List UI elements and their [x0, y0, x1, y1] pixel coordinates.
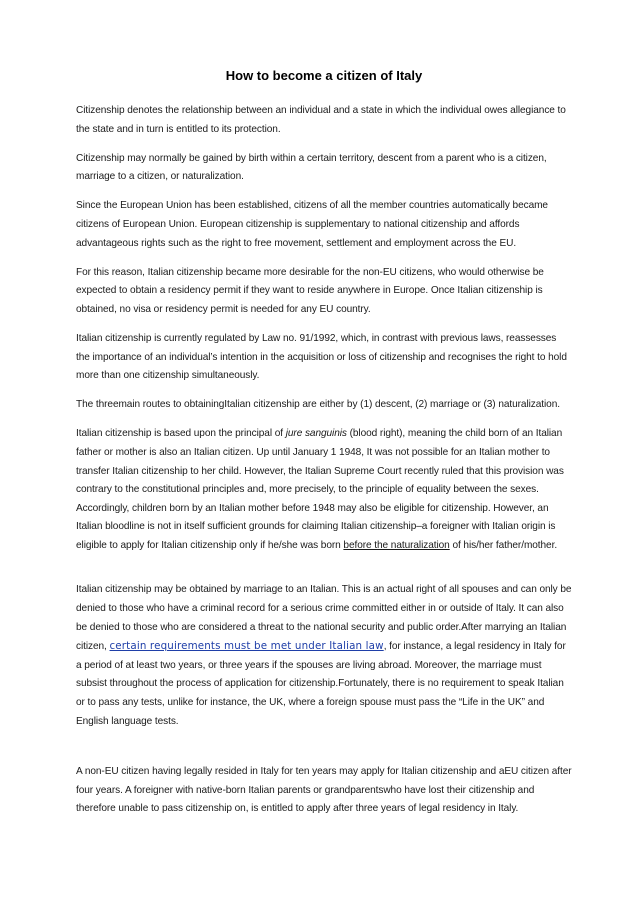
paragraph-desirability: For this reason, Italian citizenship became more desirable for the non-EU citizens, who would otherwise be expected to obtain a residency permit if they want to reside anywhere in Europe. Once Italian citizenship is obtained, no visa or residency permit is needed for any EU country.: [76, 266, 544, 315]
italian-law-requirements-link[interactable]: certain requirements must be met under Italian law: [109, 640, 384, 653]
before-naturalization-underlined: before the naturalization: [343, 539, 450, 551]
descent-text-end: of his/her father/mother.: [449, 539, 558, 551]
paragraph-naturalization: A non-EU citizen having legally resided in Italy for ten years may apply for Italian citizenship and aEU citizen after four years. A foreigner with native-born Italian parents or grandparentswho have lost their citizenship and therefore unable to pass citizenship on, is entitled to apply after three years of legal residency in Italy.: [76, 766, 572, 815]
paragraph-marriage: [76, 581, 572, 731]
paragraph-definition: Citizenship denotes the relationship between an individual and a state in which the individual owes allegiance to the state and in turn is entitled to its protection.: [76, 105, 566, 135]
paragraph-acquisition: Citizenship may normally be gained by birth within a certain territory, descent from a parent who is a citizen, marriage to a citizen, or naturalization.: [76, 152, 547, 183]
jure-sanguinis-term: jure sanguinis: [285, 428, 347, 440]
descent-text-start: Italian citizenship is based upon the principal of: [76, 428, 286, 440]
paragraph-european-union: Since the European Union has been established, citizens of all the member countries automatically became citizens of European Union. European citizenship is supplementary to national citizenship and affords advantageous rights such as the right to free movement, settlement and employment across the EU.: [76, 200, 548, 249]
paragraph-law: Italian citizenship is currently regulated by Law no. 91/1992, which, in contrast with previous laws, reassesses the importance of an individual’s intention in the acquisition or loss of citizenship and recognises the right to hold more than one citizenship simultaneously.: [76, 332, 567, 382]
paragraph-routes: The threemain routes to obtainingItalian citizenship are either by (1) descent, (2) marriage or (3) naturalization.: [76, 399, 560, 411]
marriage-text-start: Italian citizenship may be obtained by marriage to an Italian. This is an actual right of all spouses and can only be denied to those who have a criminal record for a serious crime committed either in or outside of Italy. It can also be denied to those who are considered a threat to the national security and public order.After marrying an Italian citizen,: [76, 584, 572, 653]
descent-text-middle: (blood right), meaning the child born of an Italian father or mother is also an Italian citizen. Up until January 1 1948, It was not possible for an Italian mother to transfer Italian citizenship to her child. However, the Italian Supreme Court recently ruled that this provision was contrary to the constitutional principles and, more precisely, to the principle of equality between the sexes. Accordingly, children born by an Italian mother before 1948 may also be eligible for citizenship. However, an Italian bloodline is not in itself sufficient grounds for claiming Italian citizenship–a foreigner with Italian origin is eligible to apply for Italian citizenship only if he/she was born: [76, 428, 564, 551]
document-body: [76, 102, 572, 819]
page-title: How to become a citizen of Italy: [225, 68, 423, 83]
marriage-text-end: , for instance, a legal residency in Italy for a period of at least two years, or three years if the spouses are living abroad. Moreover, the marriage must subsist throughout the process of application for citizenship.Fortunately, there is no requirement to speak Italian or to pass any tests, unlike for instance, the UK, where a foreign spouse must pass the “Life in the UK” and English language tests.: [76, 641, 566, 727]
paragraph-descent: [76, 425, 572, 555]
